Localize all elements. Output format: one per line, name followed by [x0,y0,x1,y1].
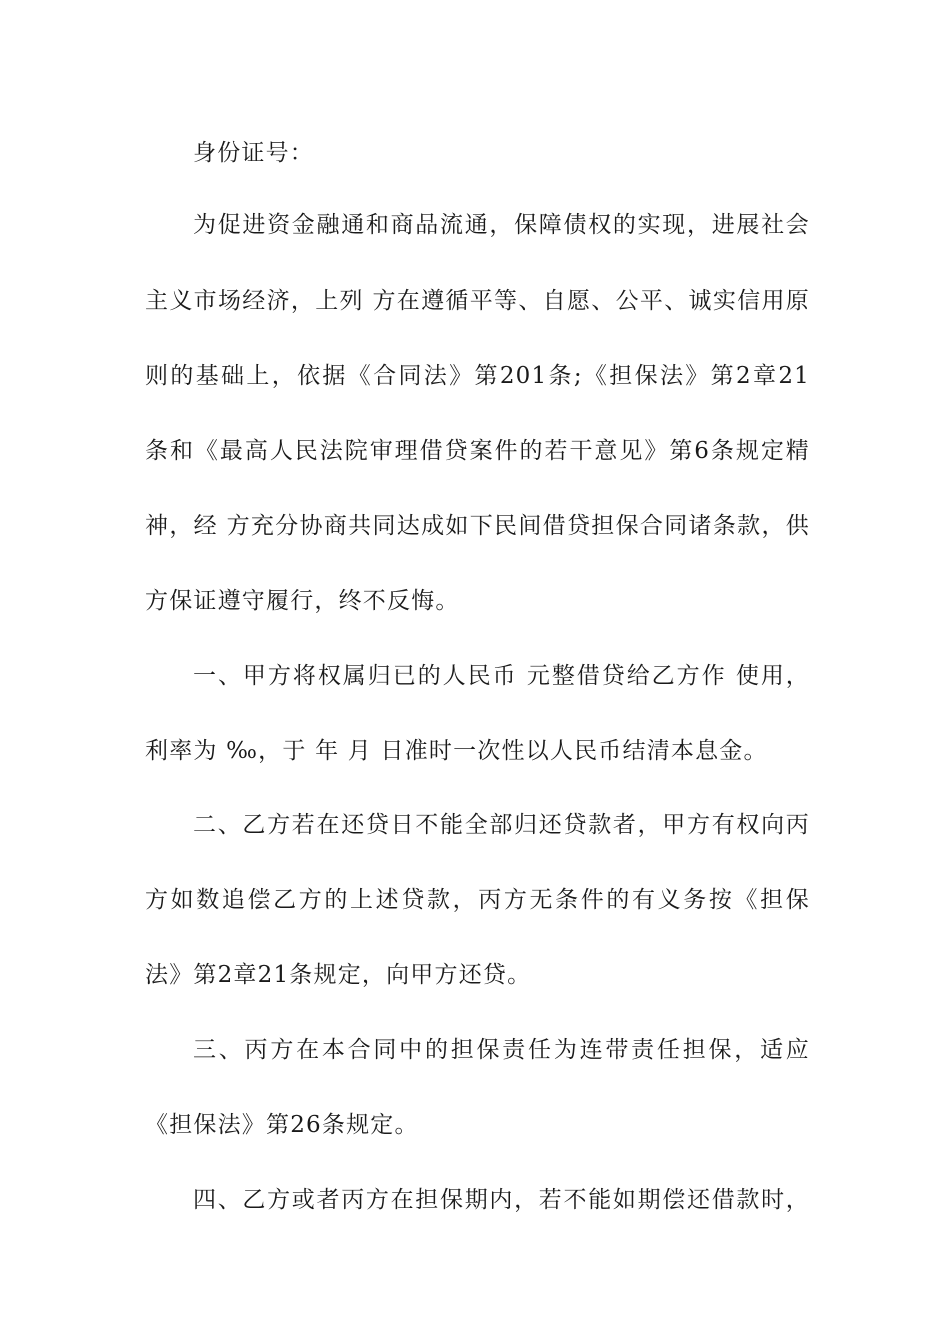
clause-2-line-2: 方如数追偿乙方的上述贷款，丙方无条件的有义务按《担保 [145,887,810,913]
clause-3-line-1: 三、丙方在本合同中的担保责任为连带责任担保，适应 [193,1037,810,1063]
preamble-line-2: 主义市场经济，上列 方在遵循平等、自愿、公平、诚实信用原 [145,288,810,314]
preamble-line-3: 则的基础上，依据《合同法》第201条;《担保法》第2章21 [145,363,810,389]
clause-1-line-1: 一、甲方将权属归已的人民币 元整借贷给乙方作 使用， [193,663,810,689]
clause-2-line-3: 法》第2章21条规定，向甲方还贷。 [145,962,532,988]
preamble-line-6: 方保证遵守履行，终不反悔。 [145,588,460,614]
preamble-line-1: 为促进资金融通和商品流通，保障债权的实现，进展社会 [193,212,810,238]
clause-2-line-1: 二、乙方若在还贷日不能全部归还贷款者，甲方有权向丙 [193,812,810,838]
clause-1-line-2: 利率为 ‰，于 年 月 日准时一次性以人民币结清本息金。 [145,738,768,764]
clause-4-line-1: 四、乙方或者丙方在担保期内，若不能如期偿还借款时， [193,1187,810,1213]
preamble-line-5: 神，经 方充分协商共同达成如下民间借贷担保合同诸条款，供 [145,513,810,539]
id-number-line: 身份证号： [193,140,314,166]
preamble-line-4: 条和《最高人民法院审理借贷案件的若干意见》第6条规定精 [145,438,810,464]
clause-3-line-2: 《担保法》第26条规定。 [145,1112,419,1138]
